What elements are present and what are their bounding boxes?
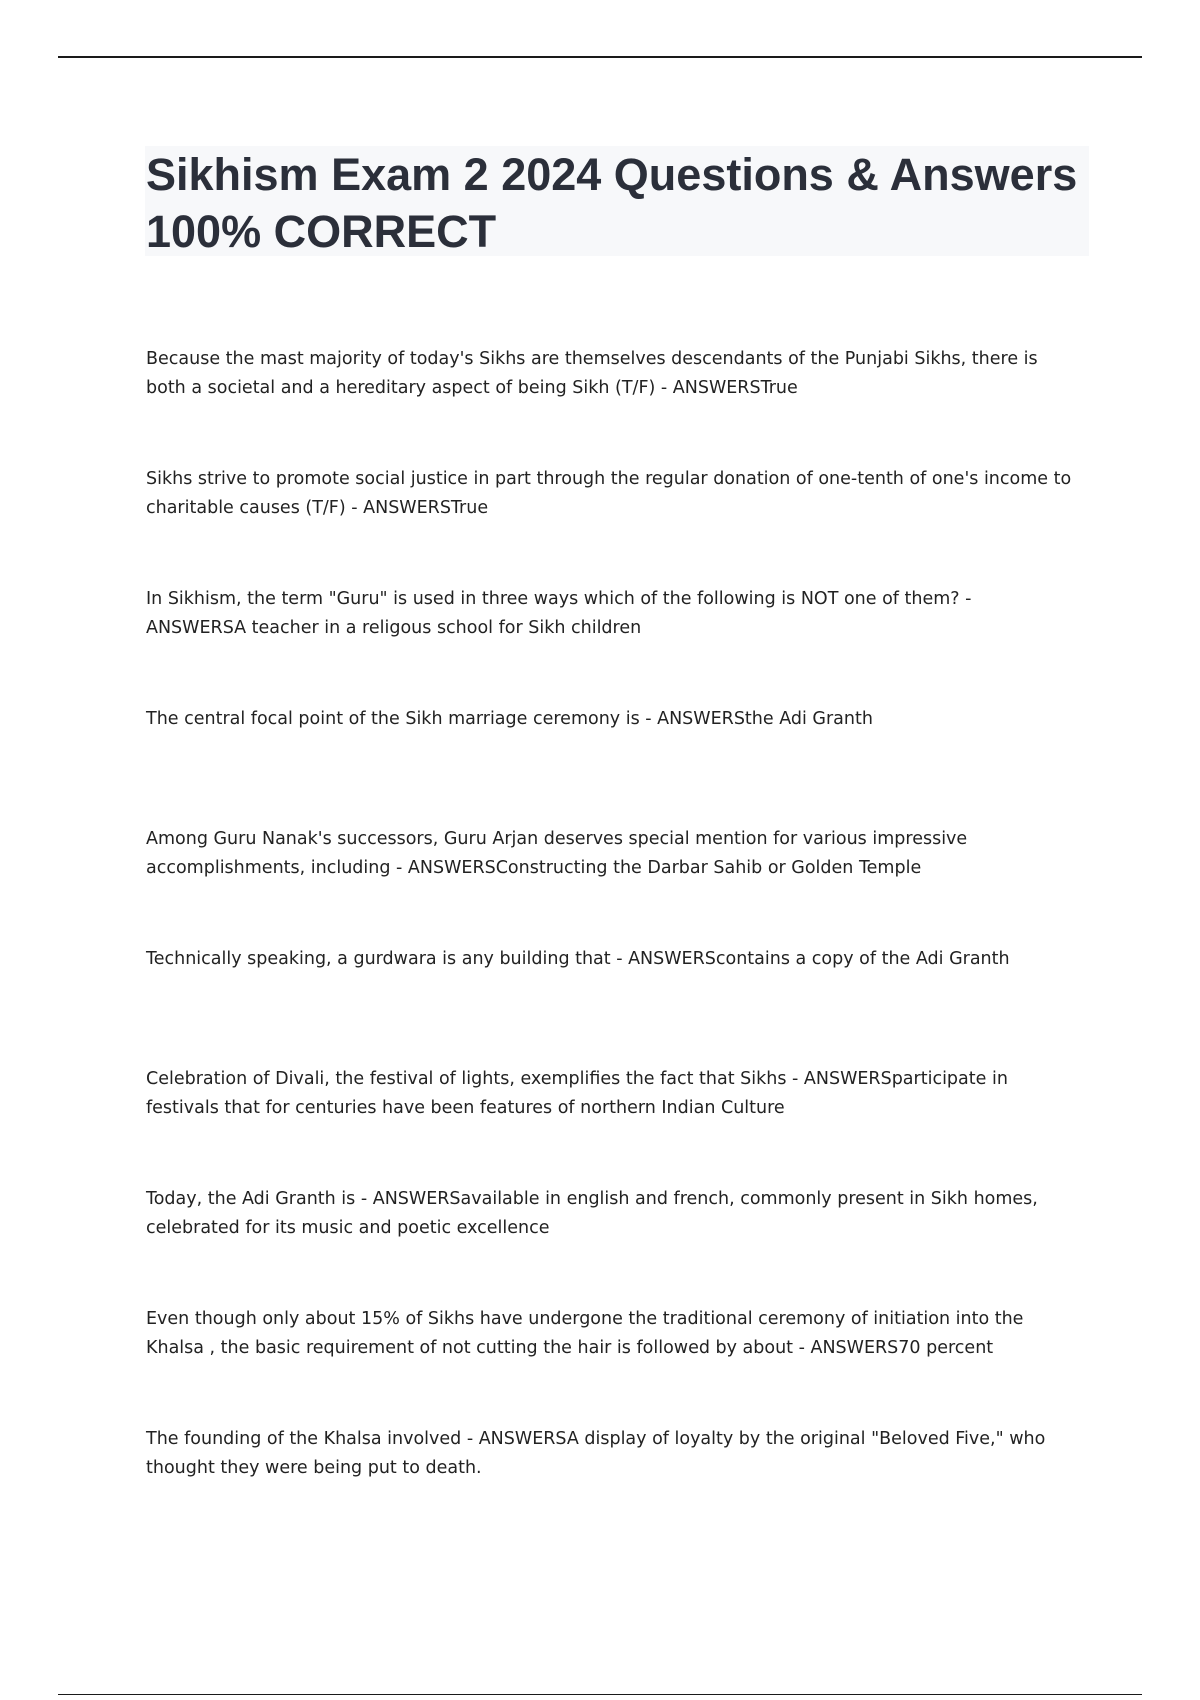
qa-item: Among Guru Nanak's successors, Guru Arjan deserves special mention for various impressive accomplishments, including - ANSWERSConstructing the Darbar Sahib or Golden Temple bbox=[146, 829, 968, 878]
qa-item: Because the mast majority of today's Sikhs are themselves descendants of the Punjabi Sikhs, there is both a societal and a hereditary aspect of being Sikh (T/F) - ANSWERSTrue bbox=[146, 349, 1038, 398]
qa-item: In Sikhism, the term "Guru" is used in three ways which of the following is NOT one of them? - ANSWERSA teacher in a religous school for Sikh children bbox=[146, 589, 972, 638]
qa-list bbox=[146, 345, 1076, 1545]
page-title: Sikhism Exam 2 2024 Questions & Answers 100% CORRECT bbox=[146, 149, 1078, 257]
top-divider bbox=[58, 56, 1142, 58]
qa-item: The founding of the Khalsa involved - ANSWERSA display of loyalty by the original "Beloved Five," who thought they were being put to death. bbox=[146, 1429, 1046, 1478]
qa-item: Sikhs strive to promote social justice in part through the regular donation of one-tenth of one's income to charitable causes (T/F) - ANSWERSTrue bbox=[146, 469, 1072, 518]
qa-item: Today, the Adi Granth is - ANSWERSavailable in english and french, commonly present in Sikh homes, celebrated for its music and poetic excellence bbox=[146, 1189, 1038, 1238]
qa-item: Technically speaking, a gurdwara is any building that - ANSWERScontains a copy of the Adi Granth bbox=[146, 949, 1010, 969]
bottom-divider bbox=[58, 1694, 1142, 1695]
qa-item: Even though only about 15% of Sikhs have undergone the traditional ceremony of initiation into the Khalsa , the basic requirement of not cutting the hair is followed by about - ANSWERS70 percent bbox=[146, 1309, 1024, 1358]
qa-item: The central focal point of the Sikh marriage ceremony is - ANSWERSthe Adi Granth bbox=[146, 709, 873, 729]
qa-item: Celebration of Divali, the festival of lights, exemplifies the fact that Sikhs - ANSWERSparticipate in festivals that for centuries have been features of northern Indian Culture bbox=[146, 1069, 1008, 1118]
